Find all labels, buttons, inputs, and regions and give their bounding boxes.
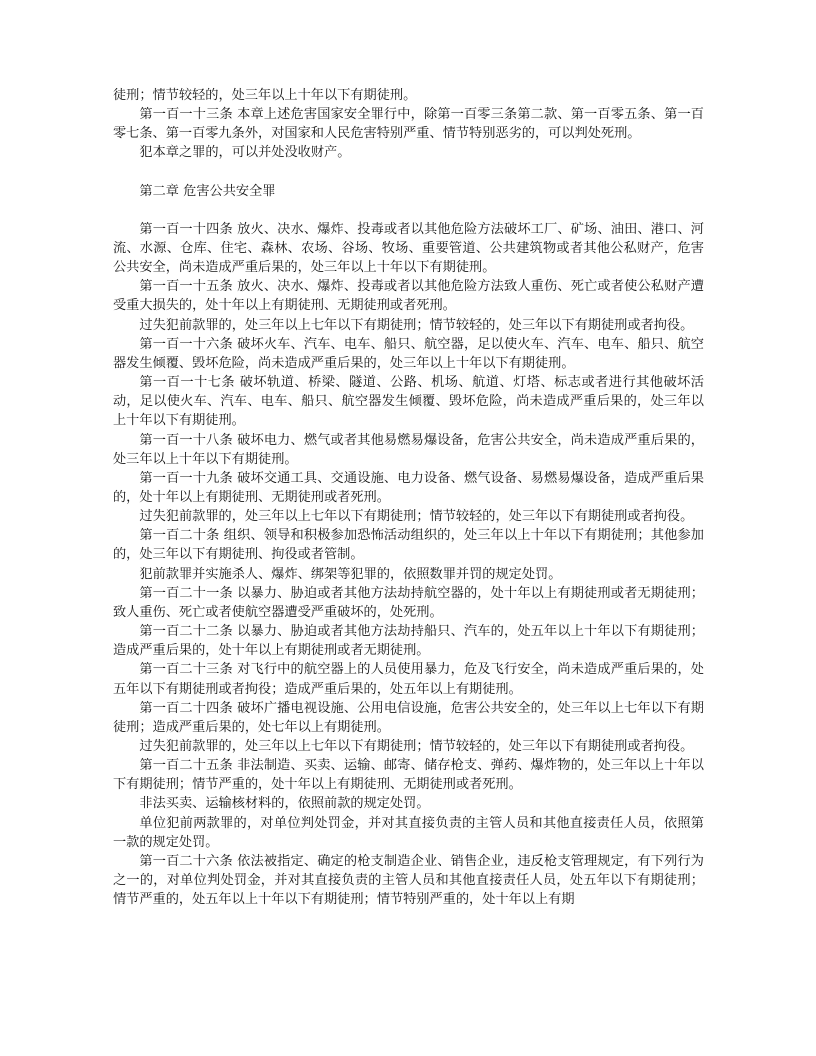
paragraph-article-124: 第一百二十四条 破坏广播电视设施、公用电信设施，危害公共安全的，处三年以上七年以下有期徒刑；造成严重后果的，处七年以上有期徒刑。	[113, 700, 704, 735]
paragraph-article-121: 第一百二十一条 以暴力、胁迫或者其他方法劫持航空器的，处十年以上有期徒刑或者无期徒刑；致人重伤、死亡或者使航空器遭受严重破坏的，处死刑。	[113, 585, 704, 620]
paragraph-article-123: 第一百二十三条 对飞行中的航空器上的人员使用暴力，危及飞行安全，尚未造成严重后果的，处五年以下有期徒刑或者拘役；造成严重后果的，处五年以上有期徒刑。	[113, 662, 704, 697]
paragraph-article-115: 第一百一十五条 放火、决水、爆炸、投毒或者以其他危险方法致人重伤、死亡或者使公私财产遭受重大损失的，处十年以上有期徒刑、无期徒刑或者死刑。	[113, 279, 704, 314]
paragraph-article-125: 第一百二十五条 非法制造、买卖、运输、邮寄、储存枪支、弹药、爆炸物的，处三年以上十年以下有期徒刑；情节严重的，处十年以上有期徒刑、无期徒刑或者死刑。	[113, 758, 704, 793]
paragraph-article-113-clause-2: 犯本章之罪的，可以并处没收财产。	[139, 145, 351, 161]
paragraph-article-119-clause-2: 过失犯前款罪的，处三年以上七年以下有期徒刑；情节较轻的，处三年以下有期徒刑或者拘役。	[139, 509, 694, 525]
paragraph-article-118: 第一百一十八条 破坏电力、燃气或者其他易燃易爆设备，危害公共安全，尚未造成严重后果的，处三年以上十年以下有期徒刑。	[113, 432, 704, 467]
paragraph-article-114: 第一百一十四条 放火、决水、爆炸、投毒或者以其他危险方法破坏工厂、矿场、油田、港口、河流、水源、仓库、住宅、森林、农场、谷场、牧场、重要管道、公共建筑物或者其他公私财产，危害公共安全，尚未造成严重后果的，处三年以上十年以下有期徒刑。	[113, 221, 704, 276]
paragraph-article-125-clause-3: 单位犯前两款罪的，对单位判处罚金，并对其直接负责的主管人员和其他直接责任人员，依照第一款的规定处罚。	[113, 815, 704, 850]
paragraph-article-119: 第一百一十九条 破坏交通工具、交通设施、电力设备、燃气设备、易燃易爆设备，造成严重后果的，处十年以上有期徒刑、无期徒刑或者死刑。	[113, 470, 704, 505]
document-text-body	[113, 86, 704, 909]
paragraph-article-122: 第一百二十二条 以暴力、胁迫或者其他方法劫持船只、汽车的，处五年以上十年以下有期徒刑；造成严重后果的，处十年以上有期徒刑或者无期徒刑。	[113, 624, 704, 659]
paragraph-article-116: 第一百一十六条 破坏火车、汽车、电车、船只、航空器，足以使火车、汽车、电车、船只、航空器发生倾覆、毁坏危险，尚未造成严重后果的，处三年以上十年以下有期徒刑。	[113, 336, 704, 371]
paragraph-article-124-clause-2: 过失犯前款罪的，处三年以上七年以下有期徒刑；情节较轻的，处三年以下有期徒刑或者拘役。	[139, 739, 694, 754]
heading-spacer-bottom	[113, 201, 704, 220]
paragraph-article-126: 第一百二十六条 依法被指定、确定的枪支制造企业、销售企业，违反枪支管理规定，有下列行为之一的，对单位判处罚金，并对其直接负责的主管人员和其他直接责任人员，处五年以下有期徒刑；情节严重的，处五年以上十年以下有期徒刑；情节特别严重的，处十年以上有期	[113, 853, 704, 908]
paragraph-article-113: 第一百一十三条 本章上述危害国家安全罪行中，除第一百零三条第二款、第一百零五条、第一百零七条、第一百零九条外，对国家和人民危害特别严重、情节特别恶劣的，可以判处死刑。	[113, 107, 704, 142]
paragraph-article-120: 第一百二十条 组织、领导和积极参加恐怖活动组织的，处三年以上十年以下有期徒刑；其他参加的，处三年以下有期徒刑、拘役或者管制。	[113, 528, 704, 563]
paragraph-article-125-clause-2: 非法买卖、运输核材料的，依照前款的规定处罚。	[139, 796, 430, 812]
paragraph-article-117: 第一百一十七条 破坏轨道、桥梁、隧道、公路、机场、航道、灯塔、标志或者进行其他破坏活动，足以使火车、汽车、电车、船只、航空器发生倾覆、毁坏危险，尚未造成严重后果的，处三年以上十年以下有期徒刑。	[113, 375, 704, 429]
paragraph-article-115-clause-2: 过失犯前款罪的，处三年以上七年以下有期徒刑；情节较轻的，处三年以下有期徒刑或者拘役。	[139, 317, 694, 333]
heading-spacer-top	[113, 163, 704, 182]
chapter-2-heading: 第二章 危害公共安全罪	[139, 183, 276, 199]
paragraph-article-120-clause-2: 犯前款罪并实施杀人、爆炸、绑架等犯罪的，依照数罪并罚的规定处罚。	[139, 566, 562, 582]
paragraph-continued-article-112: 徒刑；情节较轻的，处三年以上十年以下有期徒刑。	[113, 88, 417, 103]
